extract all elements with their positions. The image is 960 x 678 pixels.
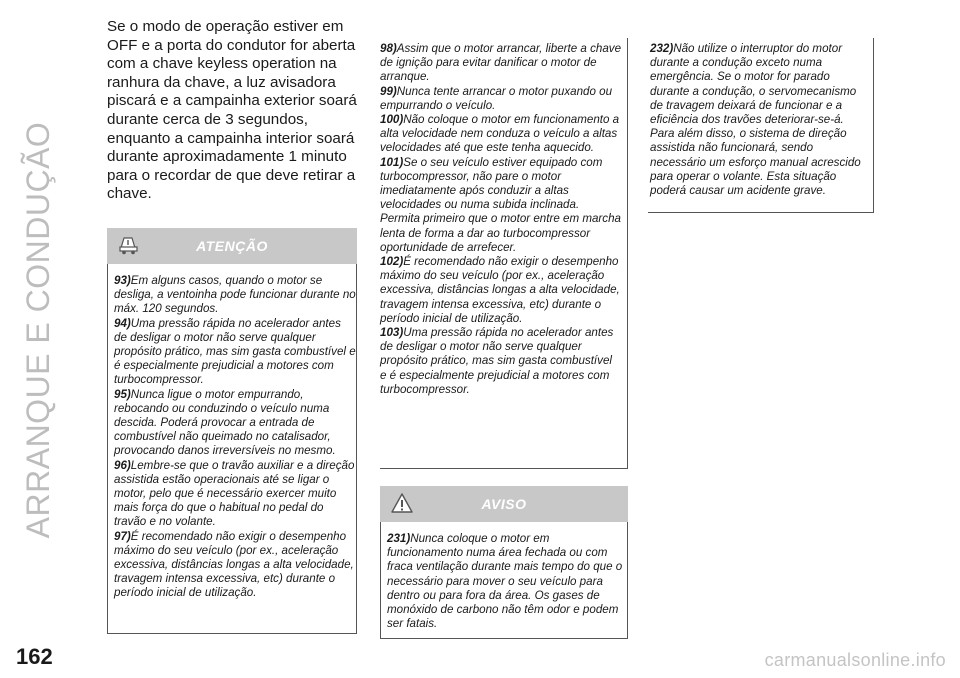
- aviso-title: AVISO: [481, 496, 527, 512]
- page-number: 162: [16, 644, 53, 669]
- note-item: 103)Uma pressão rápida no acelerador antes de desligar o motor não serve qualquer propósito prático, mas sim gasta combustível e é especialmente prejudicial a motores com turbocompressor.: [380, 326, 614, 396]
- note-item: 98)Assim que o motor arrancar, liberte a chave de ignição para evitar danificar o motor de arranque.: [380, 42, 622, 84]
- intro-paragraph: Se o modo de operação estiver em OFF e a porta do condutor for aberta com a chave keyless operation na ranhura da chave, a luz avisadora piscará e a campainha exterior soará durante cerca de 3 segundos, enquanto a campainha interior soará durante aproximadamente 1 minuto para o recordar de que deve retirar a chave.: [107, 18, 357, 203]
- column-2: [380, 38, 628, 639]
- note-item: 94)Uma pressão rápida no acelerador antes de desligar o motor não serve qualquer propósito prático, mas sim gasta combustível e é especialmente prejudicial a motores com turbocompressor.: [114, 316, 356, 387]
- note-item: 99)Nunca tente arrancar o motor puxando ou empurrando o veículo.: [380, 84, 613, 112]
- column-1: [107, 18, 357, 634]
- aviso-header: [380, 486, 628, 522]
- note-item: 96)Lembre-se que o travão auxiliar e a direção assistida estão operacionais até se ligar o motor, pelo que é necessário exercer muito mais força do que o habitual no pedal do travão e no volante.: [114, 458, 355, 529]
- column-3: [648, 38, 874, 213]
- note-item: 231)Nunca coloque o motor em funcionamento numa área fechada ou com fraca ventilação durante mais tempo do que o necessário para mover o seu veículo para dentro ou para fora da área. Os gases de monóxido de carbono não têm odor e podem ser fatais.: [387, 532, 623, 631]
- aviso-notes-box-2: [648, 38, 874, 213]
- attention-title: ATENÇÃO: [196, 237, 268, 254]
- note-item: 232)Não utilize o interruptor do motor durante a condução exceto numa emergência. Se o motor for parado durante a condução, o servomecanismo de travagem deixará de funcionar e a eficiência dos travões deteriorar-se-á. Para além disso, o sistema de direção assistida não funcionará, sendo necessário um esforço manual acrescido para operar o volante. Esta situação poderá causar um acidente grave.: [650, 42, 861, 198]
- note-item: 97)É recomendado não exigir o desempenho máximo do seu veículo (por ex., aceleração excessiva, distâncias longas a alta velocidade, travagem intensa excessiva, etc) durante o período inicial de utilização.: [114, 529, 354, 600]
- note-item: 100)Não coloque o motor em funcionamento a alta velocidade nem conduza o veículo a altas velocidades até que este tenha aquecido.: [380, 113, 620, 155]
- attention-notes-box-2: [380, 38, 628, 469]
- note-item: 95)Nunca ligue o motor empurrando, rebocando ou conduzindo o veículo numa descida. Poderá provocar a entrada de combustível não queimado no catalisador, provocando danos irreversíveis no mesmo.: [114, 387, 336, 458]
- attention-notes-box-1: [107, 264, 357, 634]
- note-item: 102)É recomendado não exigir o desempenho máximo do seu veículo (por ex., aceleração excessiva, distâncias longas a alta velocidade, travagem intensa excessiva, etc) durante o período inicial de utilização.: [380, 255, 620, 325]
- aviso-notes-box-1: [380, 522, 628, 639]
- attention-header: [107, 228, 357, 264]
- note-item: 101)Se o seu veículo estiver equipado com turbocompressor, não pare o motor imediatamente após conduzir a altas velocidades ou numa subida inclinada. Permita primeiro que o motor entre em marcha lenta de forma a dar ao turbocompressor oportunidade de arrefecer.: [380, 155, 621, 254]
- watermark: carmanualsonline.info: [764, 650, 946, 670]
- note-item: 93)Em alguns casos, quando o motor se desliga, a ventoinha pode funcionar durante no máx. 120 segundos.: [114, 273, 356, 316]
- section-side-title: ARRANQUE E CONDUÇÃO: [20, 121, 56, 539]
